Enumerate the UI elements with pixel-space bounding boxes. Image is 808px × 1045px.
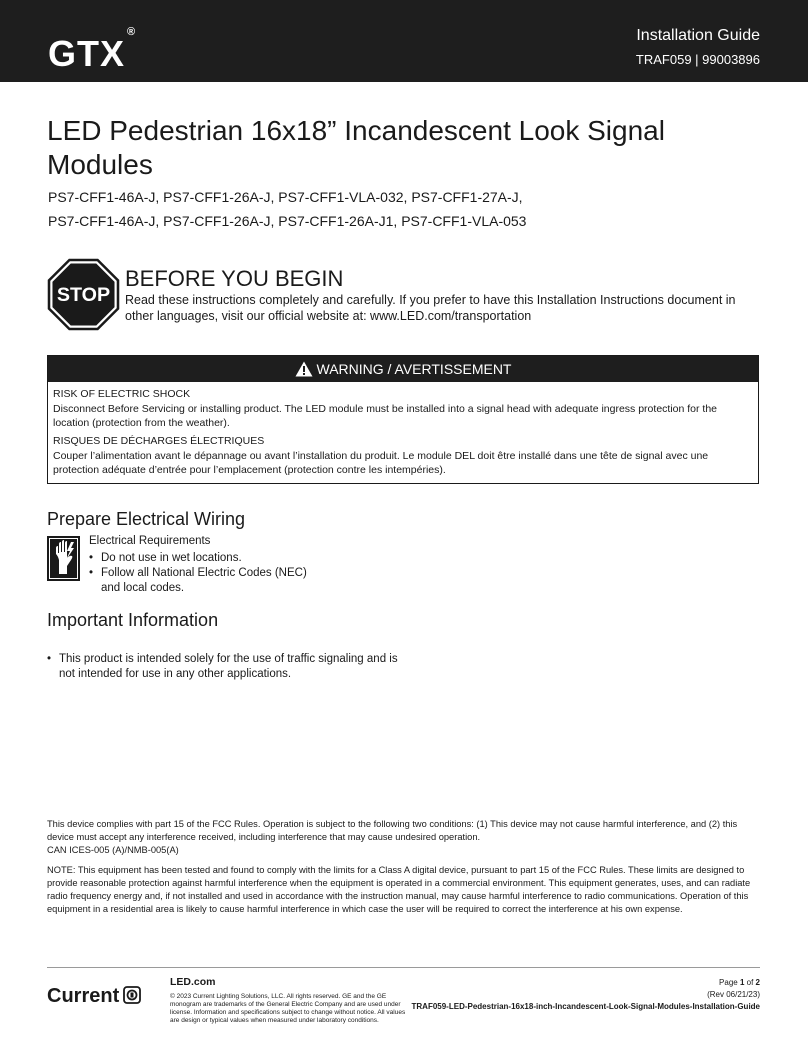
warning-triangle-icon (295, 361, 313, 377)
list-item: • This product is intended solely for the use of traffic signaling and is not intended for use in any other applications. (47, 652, 407, 682)
warning-header (48, 356, 758, 382)
current-monogram-icon (123, 986, 141, 1004)
document-filename: TRAF059-LED-Pedestrian-16x18-inch-Incandescent-Look-Signal-Modules-Installation-Guide (411, 1002, 760, 1011)
brand-logo: GTX® (48, 26, 137, 74)
list-item: • Do not use in wet locations. (89, 551, 329, 566)
warning-box (47, 355, 759, 484)
electrical-hazard-icon (47, 536, 80, 581)
before-you-begin-text: Read these instructions completely and carefully. If you prefer to have this Installation Instructions document in other languages, visit our official website at: www.LED.com/transportation (125, 293, 736, 323)
warning-fr-text: Couper l’alimentation avant le dépannage ou avant l’installation du produit. Le module DEL doit être installé dans une tête de signal avec une protection adéquate d’entrée pour l’emplacement (protection contre les intempéries). (53, 450, 709, 476)
current-logo: Current (47, 985, 141, 1008)
page-title: LED Pedestrian 16x18” Incandescent Look Signal Modules (47, 115, 665, 180)
page-info (412, 977, 761, 1013)
important-info-list (47, 652, 407, 682)
stop-sign-icon (47, 258, 120, 331)
document-type: Installation Guide (636, 27, 760, 44)
prepare-wiring-title: Prepare Electrical Wiring (47, 509, 246, 529)
before-you-begin-title: BEFORE YOU BEGIN (125, 266, 344, 291)
footer-copyright: © 2023 Current Lighting Solutions, LLC. All rights reserved. GE and the GE monogram are trademarks of the General Electric Company and are used under license. Information and specifications subject to change without notice. All values are design or typical values when measured under laboratory conditions. (170, 993, 406, 1024)
electrical-requirements-list (89, 551, 329, 596)
fcc-compliance (47, 818, 759, 857)
model-list-line: PS7-CFF1-46A-J, PS7-CFF1-26A-J, PS7-CFF1-VLA-032, PS7-CFF1-27A-J, (48, 189, 523, 205)
footer-site: LED.com (170, 976, 216, 988)
electrical-requirements-heading: Electrical Requirements (89, 535, 211, 547)
page-number: Page 1 of 2 (719, 978, 760, 987)
footer-divider (47, 967, 760, 968)
header-bar (0, 0, 808, 82)
model-list (48, 185, 748, 233)
fcc-compliance-text: This device complies with part 15 of the FCC Rules. Operation is subject to the following two conditions: (1) This device may not cause harmful interference, and (2) this device must accept any interference received, including interference that may cause undesired operation. (47, 819, 738, 842)
warning-en-heading: RISK OF ELECTRIC SHOCK (53, 388, 191, 400)
model-list-line: PS7-CFF1-46A-J, PS7-CFF1-26A-J, PS7-CFF1-26A-J1, PS7-CFF1-VLA-053 (48, 213, 527, 229)
fcc-can-code: CAN ICES-005 (A)/NMB-005(A) (47, 845, 179, 855)
fcc-note: NOTE: This equipment has been tested and found to comply with the limits for a Class A digital device, pursuant to part 15 of the FCC Rules. These limits are designed to provide reasonable protection against harmful interference when the equipment is operated in a commercial environment. This equipment generates, uses, and can radiate radio frequency energy and, if not installed and used in accordance with the instruction manual, may cause harmful interference to radio communications. Operation of this equipment in a residential area is likely to cause harmful interference in which case the user will be required to correct the interference at his own expense. (47, 865, 751, 914)
warning-heading: WARNING / AVERTISSEMENT (316, 361, 512, 377)
revision-date: (Rev 06/21/23) (707, 990, 760, 999)
important-info-title: Important Information (47, 610, 219, 630)
stop-label: STOP (56, 284, 111, 307)
warning-en-text: Disconnect Before Servicing or installing product. The LED module must be installed into a signal head with adequate ingress protection for the location (protection from the weather). (53, 403, 718, 429)
warning-fr-heading: RISQUES DE DÉCHARGES ÉLECTRIQUES (53, 435, 265, 447)
document-code: TRAF059 | 99003896 (635, 52, 760, 67)
warning-body (48, 382, 758, 477)
list-item: • Follow all National Electric Codes (NEC) and local codes. (89, 566, 329, 596)
